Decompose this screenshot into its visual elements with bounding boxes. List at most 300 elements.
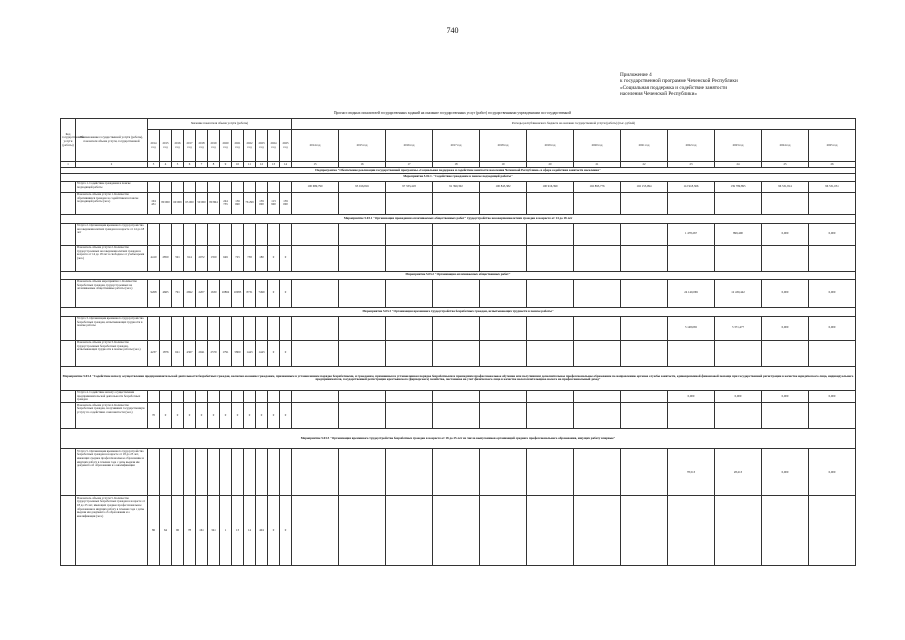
service-expense-cell: 91 390,302	[433, 181, 480, 192]
indicator-value: 1791	[220, 340, 232, 366]
service-value-cell	[268, 181, 280, 192]
indicator-row	[61, 192, 856, 214]
indicator-expense-cell	[292, 496, 339, 566]
service-value-cell	[184, 181, 196, 192]
indicator-code	[61, 340, 76, 366]
service-value-cell	[208, 449, 220, 496]
indicator-expense-cell	[574, 403, 621, 429]
service-expense-cell	[621, 316, 668, 340]
service-expense-cell: 139 789,895	[715, 181, 762, 192]
indicator-name: Показатель объема услуги 4. Количество безработных граждан, получивших государственную услугу по содействию самозанятости (чел.)	[76, 403, 148, 429]
service-value-cell	[220, 390, 232, 403]
header-column-number: 22	[621, 162, 668, 168]
service-expense-cell: 0,000	[762, 390, 809, 403]
service-expense-cell: 5 148,065	[668, 316, 715, 340]
service-expense-cell	[527, 223, 574, 245]
service-value-cell	[220, 223, 232, 245]
service-expense-cell: 0,000	[715, 390, 762, 403]
service-expense-cell	[339, 223, 386, 245]
service-name: Услуга 1. Содействие гражданам в поиске подходящей работы	[76, 181, 148, 192]
indicator-value: 78	[184, 496, 196, 566]
service-name: Услуга 2. Организация временного трудоустройства несовершеннолетних граждан в возрасте от 14 до 18 лет	[76, 223, 148, 245]
indicator-value: 104 431	[148, 192, 160, 214]
indicator-name: Показатель объема услуги 5. Количество трудоустроенных безработных граждан в возрасте от 18 до 25 лет, имеющих среднее профессиональное образование и ищущих работу в течение года с даты выдачи им документа об образовании и о квалификации (чел.)	[76, 496, 148, 566]
section-title: Мероприятие 5.03.2 "Организация оплачиваемых общественных работ"	[61, 271, 856, 279]
service-value-cell	[172, 223, 184, 245]
indicator-expense-cell	[809, 340, 856, 366]
service-expense-cell: 102 893,776	[574, 181, 621, 192]
service-expense-cell: 899,400	[715, 223, 762, 245]
service-value-cell	[268, 223, 280, 245]
service-code	[61, 223, 76, 245]
service-expense-cell: 0,000	[762, 316, 809, 340]
indicator-value: 2072	[196, 245, 208, 271]
header-year-expense: 2023 год	[715, 130, 762, 162]
service-value-cell	[148, 316, 160, 340]
service-value-cell	[232, 223, 244, 245]
appendix-line: населения Чеченской Республики»	[620, 91, 697, 98]
service-expense-cell	[339, 316, 386, 340]
indicator-expense: 12 430,442	[715, 279, 762, 307]
service-value-cell	[232, 316, 244, 340]
indicator-value: 4410	[148, 245, 160, 271]
header-year-volume: 2021 год	[232, 130, 244, 162]
indicator-value: 2692	[184, 279, 196, 307]
service-expense-cell	[621, 449, 668, 496]
indicator-expense-cell	[339, 192, 386, 214]
indicator-code	[61, 192, 76, 214]
service-code	[61, 181, 76, 192]
indicator-expense-cell	[621, 340, 668, 366]
indicator-value: 9268	[148, 279, 160, 307]
service-expense-cell: 0,000	[762, 449, 809, 496]
indicator-value: 4665	[160, 279, 172, 307]
service-value-cell	[184, 390, 196, 403]
service-value-cell	[184, 449, 196, 496]
indicator-value: 2850	[160, 245, 172, 271]
service-row	[61, 390, 856, 403]
service-value-cell	[196, 181, 208, 192]
service-code	[61, 449, 76, 496]
service-expense-cell	[433, 316, 480, 340]
service-expense-cell	[480, 316, 527, 340]
indicator-value: 7499	[256, 279, 268, 307]
service-value-cell	[256, 181, 268, 192]
indicator-expense-cell	[433, 340, 480, 366]
indicator-row	[61, 245, 856, 271]
header-year-volume: 2024 год	[268, 130, 280, 162]
service-expense-cell: 95 916,816	[339, 181, 386, 192]
indicator-expense-cell	[292, 245, 339, 271]
indicator-value: 758	[244, 245, 256, 271]
indicator-expense-cell	[527, 403, 574, 429]
service-expense-cell: 28,213	[715, 449, 762, 496]
service-value-cell	[244, 449, 256, 496]
indicator-value: 0	[268, 340, 280, 366]
indicator-expense-cell	[480, 496, 527, 566]
service-expense-cell	[480, 223, 527, 245]
header-column-number: 23	[668, 162, 715, 168]
service-expense-cell	[339, 390, 386, 403]
service-value-cell	[256, 316, 268, 340]
header-year-volume: 2015 год	[160, 130, 172, 162]
indicator-value: 0	[160, 403, 172, 429]
service-value-cell	[280, 390, 292, 403]
service-value-cell	[196, 316, 208, 340]
indicator-value: 0	[208, 403, 220, 429]
service-value-cell	[196, 223, 208, 245]
service-value-cell	[172, 181, 184, 192]
indicator-value: 649	[220, 245, 232, 271]
header-row-group	[61, 119, 856, 130]
service-expense-cell	[621, 223, 668, 245]
service-expense-cell: 0,000	[809, 449, 856, 496]
header-year-expense: 2015 год	[339, 130, 386, 162]
service-value-cell	[160, 316, 172, 340]
indicator-expense-cell	[621, 245, 668, 271]
indicator-value: 2941	[196, 340, 208, 366]
appendix-heading	[620, 72, 820, 98]
indicator-expense-cell	[668, 496, 715, 566]
service-expense-cell	[339, 449, 386, 496]
indicator-expense-cell	[433, 496, 480, 566]
indicator-value: 64	[160, 496, 172, 566]
indicator-expense-cell	[809, 192, 856, 214]
service-value-cell	[244, 181, 256, 192]
service-code	[61, 390, 76, 403]
indicator-expense: 0,000	[762, 279, 809, 307]
header-year-volume: 2014 год	[148, 130, 160, 162]
service-name: Услуга 3. Организация временного трудоустройства безработных граждан, испытывающих трудности в поиске работы	[76, 316, 148, 340]
indicator-expense-cell	[339, 245, 386, 271]
header-year-expense: 2025 год	[809, 130, 856, 162]
service-value-cell	[148, 449, 160, 496]
service-expense-cell: 0,000	[668, 390, 715, 403]
service-expense-cell: 100 916,399	[527, 181, 574, 192]
header-column-number: 18	[433, 162, 480, 168]
section-title: Мероприятие 5.03.5 "Организация временного трудоустройства безработных граждан в возрасте от 18 до 25 лет из числа выпускников организаций среднего профессионального образования, ищущих работу впервые"	[61, 429, 856, 449]
indicator-row	[61, 403, 856, 429]
indicator-expense-cell	[527, 496, 574, 566]
indicator-value: 1443	[256, 340, 268, 366]
indicator-expense	[480, 279, 527, 307]
header-column-number: 14	[280, 162, 292, 168]
service-value-cell	[256, 390, 268, 403]
service-value-cell	[148, 223, 160, 245]
service-name: Услуга 4. Содействие началу осуществления предпринимательской деятельности безработных граждан	[76, 390, 148, 403]
indicator-expense-cell	[621, 192, 668, 214]
indicator-name: Показатель объема услуги 1. Количество обратившихся граждан за содействием в поиске подходящей работы (чел.)	[76, 192, 148, 214]
service-expense-cell	[527, 449, 574, 496]
indicator-row	[61, 279, 856, 307]
appendix-line: Приложение 4	[620, 72, 652, 78]
service-expense-cell	[433, 223, 480, 245]
header-year-expense: 2019 год	[527, 130, 574, 162]
header-column-number: 11	[244, 162, 256, 168]
service-value-cell	[244, 316, 256, 340]
indicator-expense	[292, 279, 339, 307]
subprogram-title: Подпрограмма "Обеспечение реализации государственной программы «Социальная поддержка и содействие занятости населения Чеченской Республики» в сфере содействия занятости населения"	[61, 168, 856, 174]
appendix-line: «Социальная поддержка и содействие занятости	[620, 84, 727, 91]
indicator-expense-cell	[527, 340, 574, 366]
service-value-cell	[280, 316, 292, 340]
section-title: Мероприятие 5.03.3 "Организация временного трудоустройства безработных граждан, испытывающих трудности в поиске работы"	[61, 307, 856, 316]
indicator-value: 113 900	[268, 192, 280, 214]
indicator-value: 159 000	[280, 192, 292, 214]
header-column-number: 7	[196, 162, 208, 168]
section-title-row	[61, 307, 856, 316]
indicator-value: 59 000	[196, 192, 208, 214]
header-year-volume: 2019 год	[208, 130, 220, 162]
indicator-value: 1	[220, 496, 232, 566]
indicator-expense	[527, 279, 574, 307]
section-title-row	[61, 429, 856, 449]
header-column-number: 24	[715, 162, 762, 168]
header-year-volume: 2017 год	[184, 130, 196, 162]
service-value-cell	[244, 390, 256, 403]
indicator-expense-cell	[292, 192, 339, 214]
section-title-row	[61, 271, 856, 279]
service-value-cell	[184, 223, 196, 245]
indicator-value: 5800	[232, 340, 244, 366]
indicator-expense-cell	[480, 340, 527, 366]
indicator-value: 13	[232, 496, 244, 566]
indicator-value: 69 009	[172, 192, 184, 214]
indicator-expense-cell	[433, 403, 480, 429]
service-expense-cell	[480, 449, 527, 496]
service-value-cell	[196, 449, 208, 496]
forecast-table	[60, 118, 856, 566]
service-value-cell	[232, 181, 244, 192]
header-column-number: 16	[339, 162, 386, 168]
indicator-expense-cell	[527, 245, 574, 271]
indicator-value: 0	[184, 403, 196, 429]
service-value-cell	[268, 449, 280, 496]
indicator-expense-cell	[292, 340, 339, 366]
service-expense-cell	[574, 449, 621, 496]
service-value-cell	[160, 449, 172, 496]
indicator-value: 1630	[208, 279, 220, 307]
indicator-expense	[621, 279, 668, 307]
indicator-expense-cell	[809, 403, 856, 429]
header-column-number: 3	[148, 162, 160, 168]
service-expense-cell: 0,000	[809, 223, 856, 245]
indicator-expense	[386, 279, 433, 307]
indicator-expense-cell	[339, 403, 386, 429]
indicator-value: 1350	[208, 245, 220, 271]
indicator-expense-cell	[386, 192, 433, 214]
header-year-volume: 2016 год	[172, 130, 184, 162]
indicator-name: Показатель объема услуги 2. Количество трудоустроенных несовершеннолетних граждан в возрасте от 14 до 18 лет в свободное от учебы время (чел.)	[76, 245, 148, 271]
indicator-value: 791	[172, 279, 184, 307]
table-title: Прогноз сводных показателей государственных заданий на оказание государственных услуг (работ) государственными учреждениями по государственной	[333, 111, 572, 115]
indicator-expense-cell	[715, 245, 762, 271]
indicator-expense-cell	[621, 403, 668, 429]
indicator-expense-cell	[292, 403, 339, 429]
indicator-value: 76 299	[244, 192, 256, 214]
service-expense-cell	[574, 223, 621, 245]
service-value-cell	[160, 181, 172, 192]
header-column-number: 10	[232, 162, 244, 168]
header-column-number: 6	[184, 162, 196, 168]
service-expense-cell	[527, 390, 574, 403]
indicator-expense-cell	[762, 403, 809, 429]
service-expense-cell: 100 845,382	[480, 181, 527, 192]
service-row	[61, 223, 856, 245]
indicator-value: 0	[220, 403, 232, 429]
indicator-value: 86	[148, 496, 160, 566]
service-value-cell	[160, 223, 172, 245]
indicator-value: 914	[184, 245, 196, 271]
indicator-expense-cell	[762, 340, 809, 366]
header-column-number: 13	[268, 162, 280, 168]
header-year-expense: 2017 год	[433, 130, 480, 162]
indicator-value: 0	[172, 403, 184, 429]
indicator-name: Показатель объема услуги 3. Количество трудоустроенных безработных граждан, испытывающих трудности в поиске работы (чел.)	[76, 340, 148, 366]
indicator-value: 0	[268, 279, 280, 307]
indicator-value: 156 690	[232, 192, 244, 214]
indicator-value: 2207	[196, 279, 208, 307]
header-column-number: 12	[256, 162, 268, 168]
header-year-expense: 2022 год	[668, 130, 715, 162]
service-expense-cell: 112 918,366	[668, 181, 715, 192]
service-row	[61, 449, 856, 496]
service-value-cell	[280, 181, 292, 192]
service-value-cell	[280, 449, 292, 496]
header-column-number: 21	[574, 162, 621, 168]
service-expense-cell: 96 531,814	[762, 181, 809, 192]
header-group-volume: Значение показателя объема услуги (работы)	[148, 119, 292, 130]
indicator-expense-cell	[668, 403, 715, 429]
indicator-value: 96	[172, 496, 184, 566]
indicator-value: 0	[268, 496, 280, 566]
service-expense-cell: 5 371,477	[715, 316, 762, 340]
service-value-cell	[220, 316, 232, 340]
indicator-expense-cell	[480, 403, 527, 429]
indicator-value: 0	[280, 340, 292, 366]
service-value-cell	[208, 390, 220, 403]
service-row	[61, 316, 856, 340]
indicator-expense-cell	[386, 340, 433, 366]
indicator-expense-cell	[386, 403, 433, 429]
service-value-cell	[196, 390, 208, 403]
header-year-volume: 2022 год	[244, 130, 256, 162]
indicator-value: 1443	[244, 340, 256, 366]
header-year-expense: 2016 год	[386, 130, 433, 162]
indicator-value: 80 000	[160, 192, 172, 214]
indicator-value: 621	[172, 340, 184, 366]
indicator-value: 161	[196, 496, 208, 566]
indicator-value: 80 864	[208, 192, 220, 214]
service-value-cell	[220, 181, 232, 192]
service-value-cell	[268, 316, 280, 340]
header-name: Наименование государственной услуги (работы), показателя объема услуги, государственной	[76, 119, 148, 162]
service-expense-cell: 78,513	[668, 449, 715, 496]
indicator-value: 0	[232, 403, 244, 429]
service-value-cell	[148, 390, 160, 403]
indicator-expense-cell	[574, 340, 621, 366]
service-expense-cell	[433, 449, 480, 496]
service-expense-cell	[386, 316, 433, 340]
indicator-expense-cell	[762, 192, 809, 214]
indicator-expense-cell	[574, 245, 621, 271]
service-value-cell	[208, 316, 220, 340]
header-year-expense: 2020 год	[574, 130, 621, 162]
service-value-cell	[160, 390, 172, 403]
header-column-number: 17	[386, 162, 433, 168]
indicator-expense-cell	[715, 340, 762, 366]
indicator-value: 65 000	[184, 192, 196, 214]
header-column-number: 25	[762, 162, 809, 168]
indicator-value: 0	[244, 403, 256, 429]
header-column-number: 5	[172, 162, 184, 168]
section-title-row	[61, 366, 856, 390]
service-expense-cell	[292, 449, 339, 496]
header-year-expense: 2018 год	[480, 130, 527, 162]
indicator-expense-cell	[668, 245, 715, 271]
indicator-value: 591	[172, 245, 184, 271]
indicator-expense-cell	[339, 340, 386, 366]
indicator-name: Показатель объема мероприятия 1. Количество безработных граждан, трудоустроенных на оплачиваемые общественные работы (чел.)	[76, 279, 148, 307]
indicator-value: 1876	[160, 340, 172, 366]
service-expense-cell: 96 531,051	[809, 181, 856, 192]
indicator-value: 10862	[220, 279, 232, 307]
service-code	[61, 316, 76, 340]
service-expense-cell: 0,000	[809, 316, 856, 340]
service-value-cell	[220, 449, 232, 496]
header-year-expense: 2014 год	[292, 130, 339, 162]
indicator-expense-cell	[715, 192, 762, 214]
indicator-row	[61, 340, 856, 366]
service-expense-cell	[292, 316, 339, 340]
indicator-expense-cell	[433, 192, 480, 214]
indicator-value: 159 000	[256, 192, 268, 214]
indicator-expense-cell	[480, 245, 527, 271]
service-expense-cell	[433, 390, 480, 403]
header-group-expense: Расходы республиканского бюджета на оказание государственной услуги (работы) (тыс. рублей)	[292, 119, 856, 130]
service-value-cell	[172, 390, 184, 403]
service-value-cell	[268, 390, 280, 403]
header-column-number: 4	[160, 162, 172, 168]
indicator-expense-cell	[762, 245, 809, 271]
service-expense-cell	[292, 390, 339, 403]
indicator-value: 4367	[184, 340, 196, 366]
service-value-cell	[280, 223, 292, 245]
indicator-code	[61, 279, 76, 307]
indicator-expense-cell	[715, 496, 762, 566]
indicator-expense-cell	[762, 496, 809, 566]
indicator-code	[61, 496, 76, 566]
indicator-value: 14	[244, 496, 256, 566]
indicator-value: 70	[148, 403, 160, 429]
indicator-expense-cell	[809, 496, 856, 566]
indicator-code	[61, 245, 76, 271]
indicator-row	[61, 496, 856, 566]
indicator-expense-cell	[668, 192, 715, 214]
header-year-expense: 2021 год	[621, 130, 668, 162]
indicator-expense-cell	[527, 192, 574, 214]
header-column-number: 2	[76, 162, 148, 168]
indicator-value: 8731	[244, 279, 256, 307]
service-expense-cell	[386, 390, 433, 403]
service-expense-cell	[527, 316, 574, 340]
indicator-expense: 0,000	[809, 279, 856, 307]
service-expense-cell	[386, 449, 433, 496]
section-title: Мероприятие 5.03.1 "Организация проведения оплачиваемых общественных работ" трудоустройство несовершеннолетних граждан в возрасте от 14 до 18 лет	[61, 214, 856, 223]
indicator-expense-cell	[621, 496, 668, 566]
indicator-value: 0	[268, 245, 280, 271]
indicator-value: 404	[256, 496, 268, 566]
